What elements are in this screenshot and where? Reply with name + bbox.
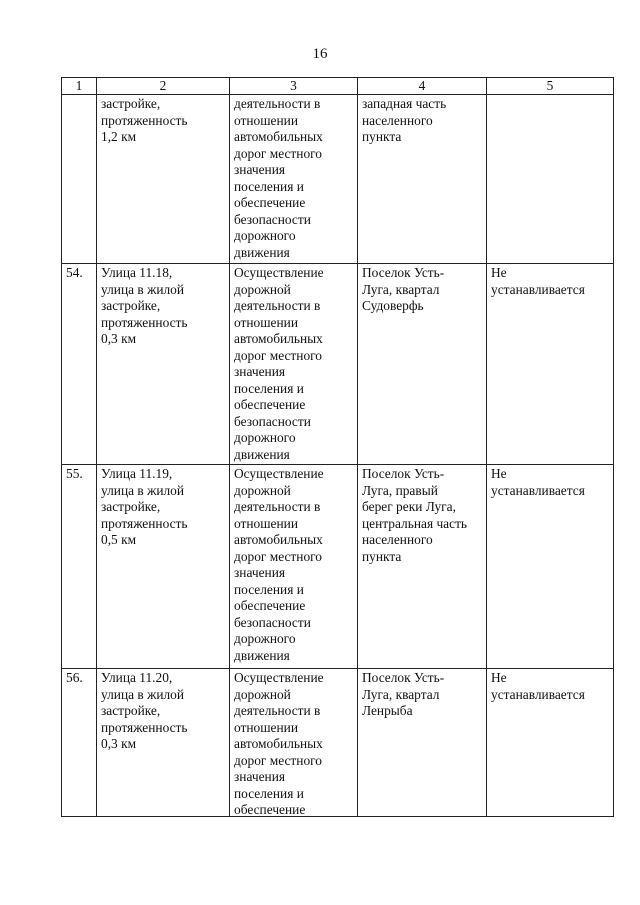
object-cell: Улица 11.18, улица в жилой застройке, протяженность 0,3 км [97, 264, 230, 465]
row-number-cell: 55. [62, 465, 97, 669]
object-cell: Улица 11.20, улица в жилой застройке, протяженность 0,3 км [97, 669, 230, 817]
row-number-cell [62, 95, 97, 264]
location-cell: Поселок Усть- Луга, правый берег реки Луга, центральная часть населенного пункта [358, 465, 487, 669]
row-number-cell: 54. [62, 264, 97, 465]
note-cell: Не устанавливается [487, 669, 614, 817]
column-header-1: 1 [62, 78, 97, 95]
column-header-5: 5 [487, 78, 614, 95]
location-cell: Поселок Усть- Луга, квартал Судоверфь [358, 264, 487, 465]
table-header-row [62, 78, 614, 95]
note-cell [487, 95, 614, 264]
column-header-3: 3 [230, 78, 358, 95]
column-header-4: 4 [358, 78, 487, 95]
note-cell: Не устанавливается [487, 264, 614, 465]
activity-cell [230, 669, 358, 817]
activity-cell: деятельности в отношении автомобильных дорог местного значения поселения и обеспечение безопасности дорожного движения [230, 95, 358, 264]
object-cell: застройке, протяженность 1,2 км [97, 95, 230, 264]
table-row [62, 264, 614, 465]
data-table [61, 77, 614, 817]
activity-cell: Осуществление дорожной деятельности в отношении автомобильных дорог местного значения поселения и обеспечение безопасности дорожного движения [230, 465, 358, 669]
table-row [62, 95, 614, 264]
location-cell: Поселок Усть- Луга, квартал Ленрыба [358, 669, 487, 817]
activity-cell-text: Осуществление дорожной деятельности в отношении автомобильных дорог местного значения поселения и обеспечение [234, 670, 324, 816]
column-header-2: 2 [97, 78, 230, 95]
table-row [62, 465, 614, 669]
row-number-cell: 56. [62, 669, 97, 817]
activity-cell: Осуществление дорожной деятельности в отношении автомобильных дорог местного значения поселения и обеспечение безопасности дорожного движения [230, 264, 358, 465]
note-cell: Не устанавливается [487, 465, 614, 669]
object-cell: Улица 11.19, улица в жилой застройке, протяженность 0,5 км [97, 465, 230, 669]
page-number: 16 [312, 46, 328, 62]
table-row [62, 669, 614, 817]
location-cell: западная часть населенного пункта [358, 95, 487, 264]
